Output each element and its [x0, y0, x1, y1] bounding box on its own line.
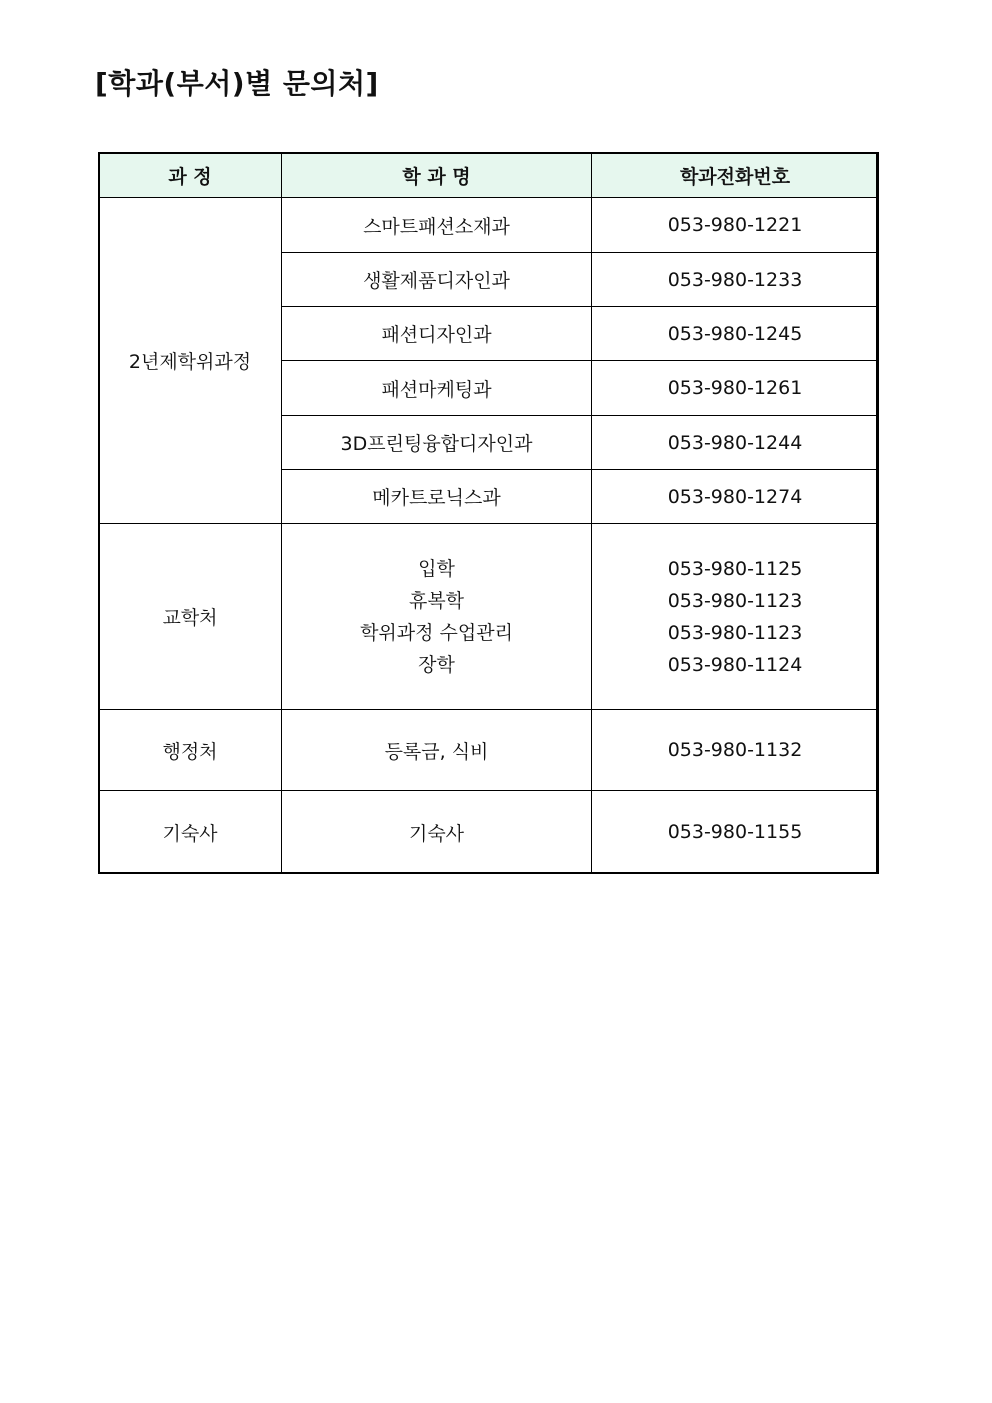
phone-item: 053-980-1123 — [667, 621, 803, 644]
header-course: 과 정 — [99, 153, 282, 198]
phone-cell: 053-980-1132 — [592, 710, 879, 791]
table-header-row — [99, 153, 879, 198]
phone-item: 053-980-1124 — [667, 653, 803, 676]
phone-list-cell — [592, 524, 879, 710]
department-cell: 생활제품디자인과 — [282, 253, 592, 307]
department-item: 입학 — [418, 557, 455, 580]
contact-table — [98, 152, 879, 874]
phone-item: 053-980-1125 — [667, 557, 803, 580]
page-title: [학과(부서)별 문의처] — [95, 67, 379, 100]
department-list-cell — [282, 524, 592, 710]
table-row — [99, 524, 879, 710]
department-item: 휴복학 — [408, 589, 465, 612]
phone-cell: 053-980-1261 — [592, 361, 879, 416]
department-cell: 기숙사 — [282, 791, 592, 874]
phone-cell: 053-980-1244 — [592, 416, 879, 470]
table-row — [99, 198, 879, 253]
course-cell: 2년제학위과정 — [99, 198, 282, 524]
table-row — [99, 791, 879, 874]
department-cell: 메카트로닉스과 — [282, 470, 592, 524]
department-item: 학위과정 수업관리 — [360, 621, 513, 644]
course-cell: 행정처 — [99, 710, 282, 791]
department-cell: 패션마케팅과 — [282, 361, 592, 416]
department-cell: 3D프린팅융합디자인과 — [282, 416, 592, 470]
department-cell: 등록금, 식비 — [282, 710, 592, 791]
course-cell: 교학처 — [99, 524, 282, 710]
department-item: 장학 — [418, 653, 455, 676]
table-row — [99, 710, 879, 791]
phone-cell: 053-980-1221 — [592, 198, 879, 253]
phone-cell: 053-980-1155 — [592, 791, 879, 874]
department-cell: 패션디자인과 — [282, 307, 592, 361]
phone-cell: 053-980-1245 — [592, 307, 879, 361]
phone-cell: 053-980-1274 — [592, 470, 879, 524]
phone-item: 053-980-1123 — [667, 589, 803, 612]
header-department: 학 과 명 — [282, 153, 592, 198]
department-cell: 스마트패션소재과 — [282, 198, 592, 253]
course-cell: 기숙사 — [99, 791, 282, 874]
phone-cell: 053-980-1233 — [592, 253, 879, 307]
header-phone: 학과전화번호 — [592, 153, 879, 198]
